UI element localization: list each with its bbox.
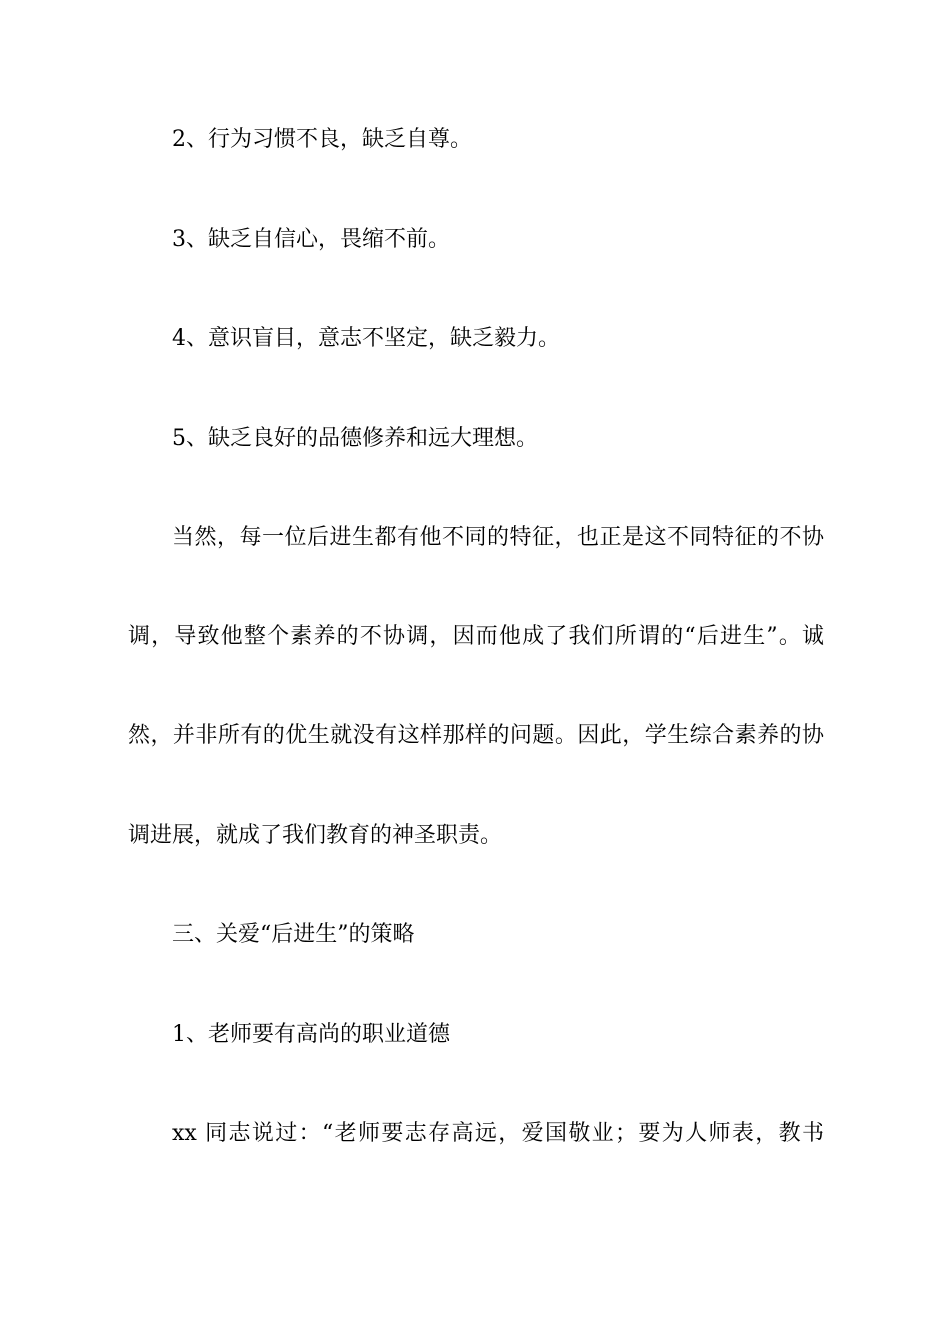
paragraph-line-3: 然，并非所有的优生就没有这样那样的问题。因此，学生综合素养的协 <box>128 723 824 748</box>
list-item-5: 5、缺乏良好的品德修养和远大理想。 <box>172 426 538 451</box>
list-item-3: 3、缺乏自信心，畏缩不前。 <box>172 227 450 252</box>
paragraph-line-1: 当然，每一位后进生都有他不同的特征，也正是这不同特征的不协 <box>172 525 824 550</box>
subsection-heading: 1、老师要有高尚的职业道德 <box>172 1022 450 1047</box>
list-item-4: 4、意识盲目，意志不坚定，缺乏毅力。 <box>172 326 560 351</box>
list-item-2: 2、行为习惯不良，缺乏自尊。 <box>172 127 472 152</box>
section-heading: 三、关爱“后进生”的策略 <box>172 922 415 947</box>
quote-line: xx 同志说过：“老师要志存高远，爱国敬业；要为人师表，教书 <box>172 1121 824 1146</box>
paragraph-line-2: 调，导致他整个素养的不协调，因而他成了我们所谓的“后进生”。诚 <box>128 624 824 649</box>
paragraph-line-4: 调进展，就成了我们教育的神圣职责。 <box>128 823 503 848</box>
